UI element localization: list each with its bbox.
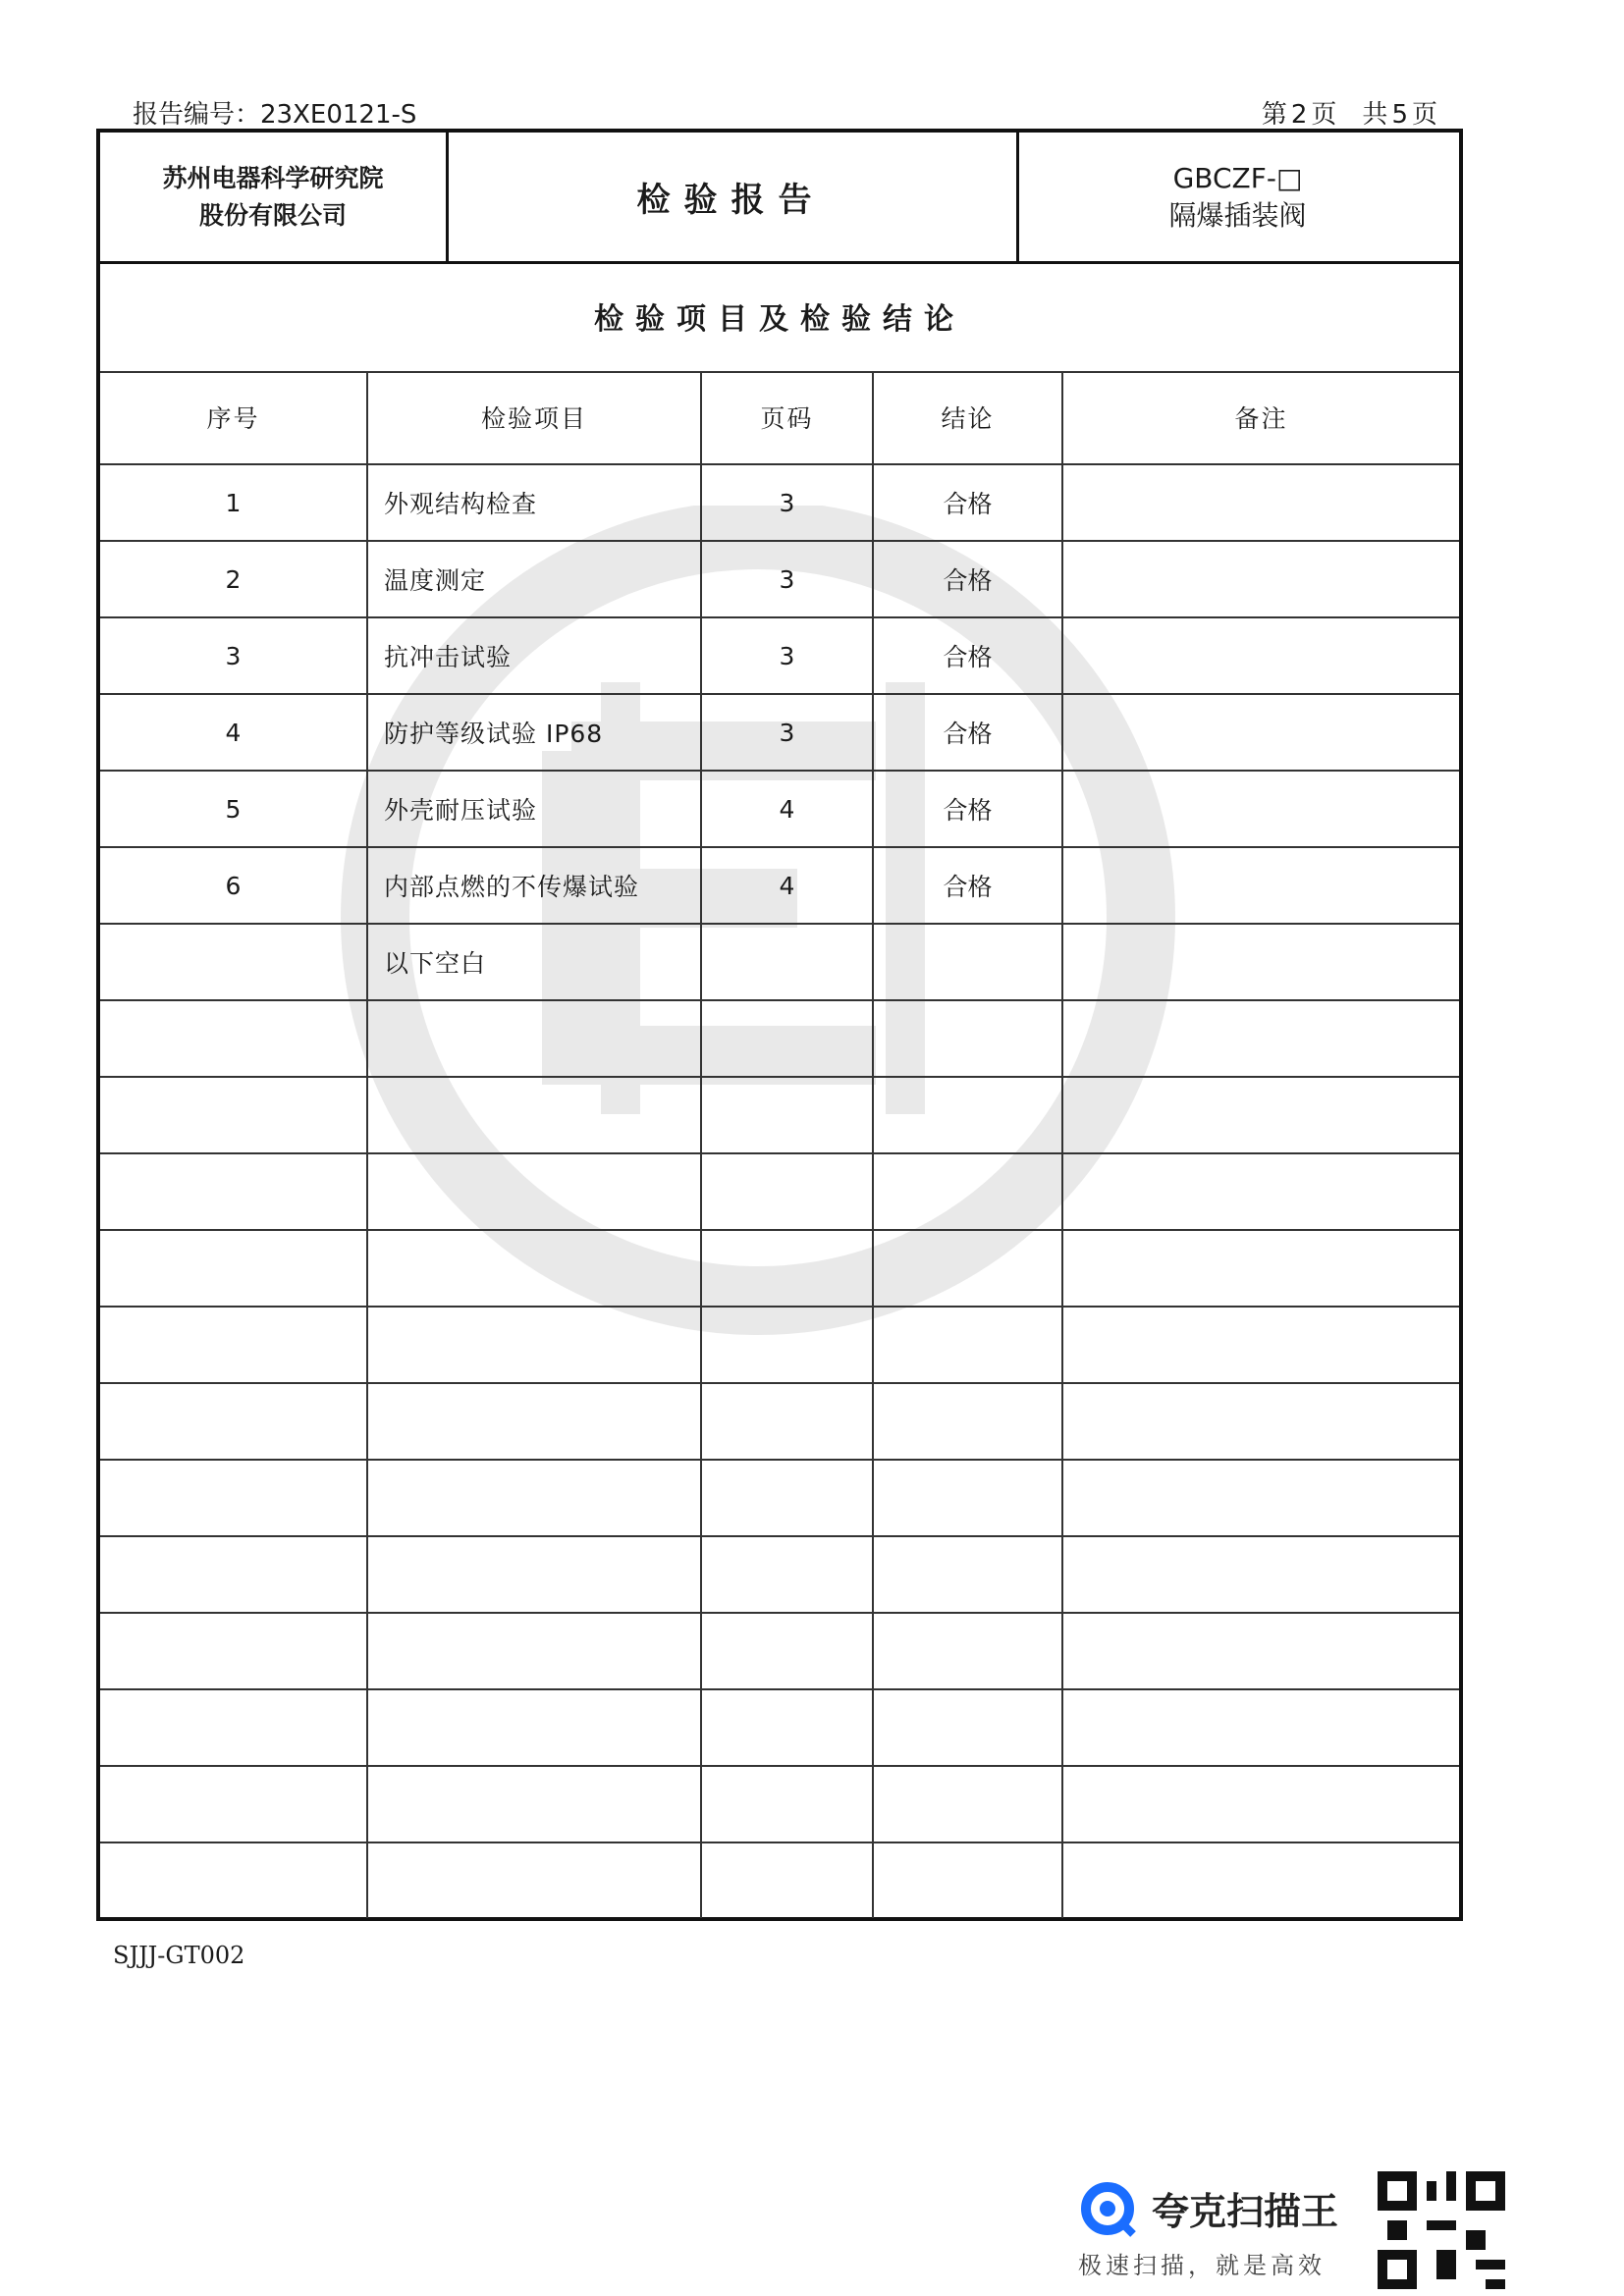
cell-result: 合格 — [873, 541, 1062, 617]
cell-item — [367, 1307, 701, 1383]
report-title: 检验报告 — [446, 133, 1019, 261]
cell-result — [873, 1383, 1062, 1460]
cell-note — [1062, 771, 1459, 847]
table-row — [100, 1460, 1459, 1536]
cell-note — [1062, 1230, 1459, 1307]
table-row — [100, 1307, 1459, 1383]
cell-no — [100, 1077, 367, 1153]
report-frame — [96, 129, 1463, 1921]
cell-note — [1062, 1383, 1459, 1460]
table-row — [100, 1842, 1459, 1918]
cell-no — [100, 1613, 367, 1689]
cell-page — [701, 1766, 873, 1842]
cell-page: 4 — [701, 771, 873, 847]
inspection-items-table — [100, 371, 1459, 1918]
cell-no: 4 — [100, 694, 367, 771]
column-header-item: 检验项目 — [367, 371, 701, 464]
cell-no — [100, 1766, 367, 1842]
page-mid: 页 共 — [1311, 100, 1388, 130]
table-row — [100, 771, 1459, 847]
page-prefix: 第 — [1261, 100, 1287, 130]
cell-result — [873, 1153, 1062, 1230]
cell-result: 合格 — [873, 694, 1062, 771]
qr-code-icon — [1378, 2171, 1505, 2289]
product-model: GBCZF-□ — [1172, 161, 1303, 194]
table-row — [100, 694, 1459, 771]
cell-page — [701, 1230, 873, 1307]
table-row — [100, 1000, 1459, 1077]
cell-note — [1062, 1000, 1459, 1077]
cell-note — [1062, 1307, 1459, 1383]
report-number — [133, 94, 416, 131]
form-code: SJJJ-GT002 — [113, 1942, 245, 1969]
page-suffix: 页 — [1411, 100, 1437, 130]
cell-result — [873, 1230, 1062, 1307]
cell-result: 合格 — [873, 847, 1062, 924]
cell-item — [367, 1842, 701, 1918]
table-row — [100, 464, 1459, 541]
table-row — [100, 847, 1459, 924]
cell-note — [1062, 1536, 1459, 1613]
cell-note — [1062, 1153, 1459, 1230]
cell-page — [701, 1000, 873, 1077]
cell-note — [1062, 541, 1459, 617]
cell-no — [100, 924, 367, 1000]
report-header — [100, 133, 1459, 264]
organization-name-line2: 股份有限公司 — [198, 200, 347, 230]
cell-no — [100, 1689, 367, 1766]
cell-page — [701, 1077, 873, 1153]
cell-page: 4 — [701, 847, 873, 924]
cell-no — [100, 1536, 367, 1613]
cell-page — [701, 1842, 873, 1918]
scanner-logo-icon — [1078, 2179, 1137, 2238]
table-row — [100, 1766, 1459, 1842]
table-row — [100, 541, 1459, 617]
cell-result — [873, 1000, 1062, 1077]
cell-result — [873, 1460, 1062, 1536]
cell-page — [701, 1307, 873, 1383]
table-row — [100, 1153, 1459, 1230]
cell-result — [873, 1842, 1062, 1918]
table-row — [100, 617, 1459, 694]
cell-no — [100, 1383, 367, 1460]
cell-item — [367, 1383, 701, 1460]
cell-note — [1062, 617, 1459, 694]
cell-note — [1062, 1613, 1459, 1689]
cell-item — [367, 1000, 701, 1077]
cell-item: 防护等级试验 IP68 — [367, 694, 701, 771]
cell-result — [873, 1613, 1062, 1689]
table-row — [100, 1077, 1459, 1153]
cell-no — [100, 1307, 367, 1383]
cell-item: 外壳耐压试验 — [367, 771, 701, 847]
cell-note — [1062, 1766, 1459, 1842]
column-header-no: 序号 — [100, 371, 367, 464]
cell-no — [100, 1230, 367, 1307]
cell-result: 合格 — [873, 771, 1062, 847]
page-current: 2 — [1290, 100, 1308, 130]
cell-item — [367, 1613, 701, 1689]
table-row — [100, 1383, 1459, 1460]
cell-note — [1062, 694, 1459, 771]
cell-page: 3 — [701, 464, 873, 541]
cell-result — [873, 1536, 1062, 1613]
cell-page: 3 — [701, 617, 873, 694]
cell-page: 3 — [701, 541, 873, 617]
cell-result — [873, 924, 1062, 1000]
cell-no: 6 — [100, 847, 367, 924]
cell-item — [367, 1766, 701, 1842]
table-row — [100, 1689, 1459, 1766]
cell-note — [1062, 1842, 1459, 1918]
table-row — [100, 1536, 1459, 1613]
table-row — [100, 924, 1459, 1000]
cell-page — [701, 1536, 873, 1613]
cell-note — [1062, 1460, 1459, 1536]
cell-no — [100, 1000, 367, 1077]
cell-note — [1062, 1689, 1459, 1766]
cell-note — [1062, 924, 1459, 1000]
cell-result: 合格 — [873, 617, 1062, 694]
scanner-tagline: 极速扫描，就是高效 — [1078, 2252, 1326, 2279]
cell-page — [701, 924, 873, 1000]
cell-page: 3 — [701, 694, 873, 771]
cell-result — [873, 1689, 1062, 1766]
cell-no — [100, 1153, 367, 1230]
cell-item: 外观结构检查 — [367, 464, 701, 541]
cell-no: 3 — [100, 617, 367, 694]
cell-no: 2 — [100, 541, 367, 617]
scanner-app-name: 夸克扫描王 — [1152, 2190, 1339, 2233]
cell-note — [1062, 847, 1459, 924]
cell-item: 温度测定 — [367, 541, 701, 617]
cell-page — [701, 1153, 873, 1230]
cell-item: 内部点燃的不传爆试验 — [367, 847, 701, 924]
cell-item: 抗冲击试验 — [367, 617, 701, 694]
cell-result — [873, 1077, 1062, 1153]
product-name: 隔爆插装阀 — [1168, 198, 1307, 232]
cell-no: 1 — [100, 464, 367, 541]
section-title: 检验项目及检验结论 — [100, 261, 1459, 373]
cell-item — [367, 1230, 701, 1307]
cell-item: 以下空白 — [367, 924, 701, 1000]
cell-no — [100, 1842, 367, 1918]
cell-result — [873, 1307, 1062, 1383]
column-header-note: 备注 — [1062, 371, 1459, 464]
cell-item — [367, 1689, 701, 1766]
cell-page — [701, 1460, 873, 1536]
cell-item — [367, 1460, 701, 1536]
table-header-row — [100, 371, 1459, 464]
cell-note — [1062, 1077, 1459, 1153]
scanner-badge — [1078, 2171, 1512, 2289]
cell-no — [100, 1460, 367, 1536]
report-number-label: 报告编号： — [133, 100, 261, 130]
page-total: 5 — [1391, 100, 1408, 130]
cell-page — [701, 1383, 873, 1460]
cell-result: 合格 — [873, 464, 1062, 541]
organization-cell — [100, 133, 449, 261]
cell-note — [1062, 464, 1459, 541]
column-header-result: 结论 — [873, 371, 1062, 464]
cell-result — [873, 1766, 1062, 1842]
table-row — [100, 1613, 1459, 1689]
cell-page — [701, 1689, 873, 1766]
organization-name-line1: 苏州电器科学研究院 — [162, 164, 384, 192]
product-cell — [1016, 133, 1459, 261]
cell-page — [701, 1613, 873, 1689]
cell-no: 5 — [100, 771, 367, 847]
table-row — [100, 1230, 1459, 1307]
cell-item — [367, 1077, 701, 1153]
report-number-value: 23XE0121-S — [260, 100, 417, 130]
column-header-page: 页码 — [701, 371, 873, 464]
cell-item — [367, 1153, 701, 1230]
page-indicator — [1258, 94, 1437, 131]
cell-item — [367, 1536, 701, 1613]
